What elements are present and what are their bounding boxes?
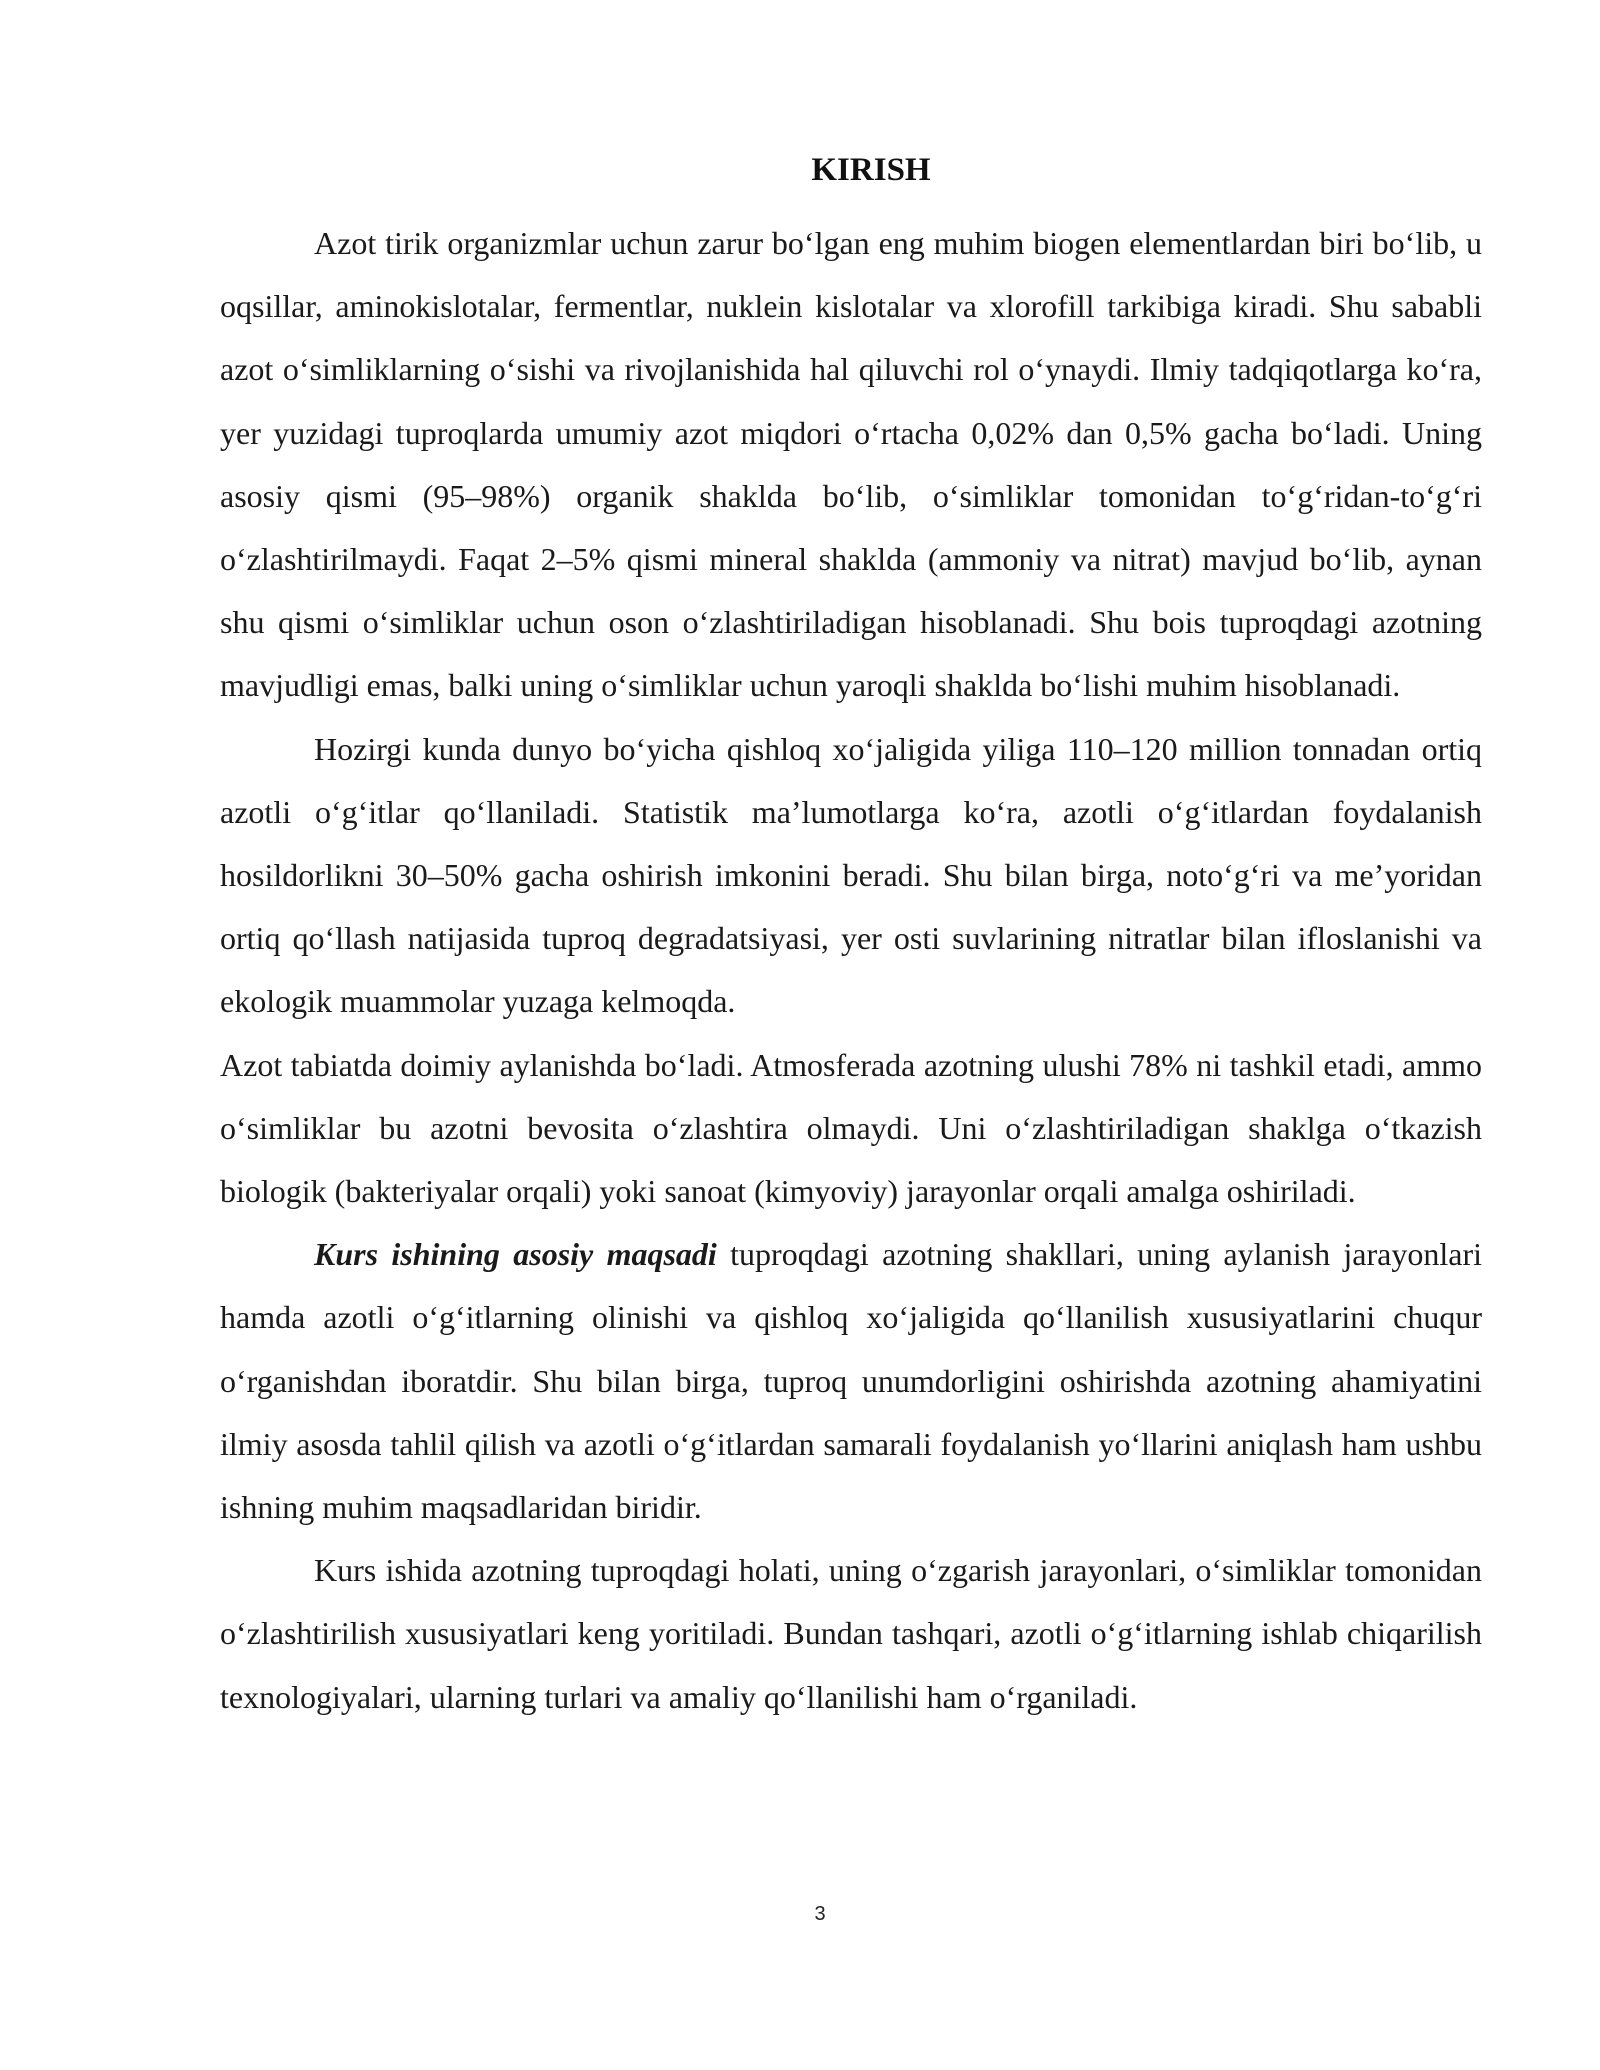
page-number: 3 <box>814 1903 826 1925</box>
paragraph-3: Azot tabiatda doimiy aylanishda bo‘ladi. Atmosferada azotning ulushi 78% ni tashkil etadi, ammo o‘simliklar bu azotni bevosita o‘zlashtira olmaydi. Uni o‘zlashtiriladigan shaklga o‘tkazish biologik (bakteriyalar orqali) yoki sanoat (kimyoviy) jarayonlar orqali amalga oshiriladi. <box>220 1046 1482 1210</box>
document-body <box>220 148 1482 1729</box>
paragraph-5: Kurs ishida azotning tuproqdagi holati, uning o‘zgarish jarayonlari, o‘simliklar tomonidan o‘zlashtirilish xususiyatlari keng yoritiladi. Bundan tashqari, azotli o‘g‘itlarning ishlab chiqarilish texnologiyalari, ularning turlari va amaliy qo‘llanilishi ham o‘rganiladi. <box>220 1552 1482 1715</box>
paragraph-2: Hozirgi kunda dunyo bo‘yicha qishloq xo‘jaligida yiliga 110–120 million tonnadan ortiq azotli o‘g‘itlar qo‘llaniladi. Statistik ma’lumotlarga ko‘ra, azotli o‘g‘itlardan foydalanish hosildorlikni 30–50% gacha oshirish imkonini beradi. Shu bilan birga, noto‘g‘ri va me’yoridan ortiq qo‘llash natijasida tuproq degradatsiyasi, yer osti suvlarining nitratlar bilan ifloslanishi va ekologik muammolar yuzaga kelmoqda. <box>220 730 1482 1020</box>
paragraph-4-text: tuproqdagi azotning shakllari, uning aylanish jarayonlari hamda azotli o‘g‘itlarning olinishi va qishloq xo‘jaligida qo‘llanilish xususiyatlarini chuqur o‘rganishdan iboratdir. Shu bilan birga, tuproq unumdorligini oshirishda azotning ahamiyatini ilmiy asosda tahlil qilish va azotli o‘g‘itlardan samarali foydalanish yo‘llarini aniqlash ham ushbu ishning muhim maqsadlaridan biridir. <box>220 1236 1483 1526</box>
paragraph-4-lead: Kurs ishining asosiy maqsadi <box>314 1236 717 1273</box>
section-title: KIRISH <box>811 152 931 188</box>
paragraph-1: Azot tirik organizmlar uchun zarur bo‘lgan eng muhim biogen elementlardan biri bo‘lib, u oqsillar, aminokislotalar, fermentlar, nuklein kislotalar va xlorofill tarkibiga kiradi. Shu sababli azot o‘simliklarning o‘sishi va rivojlanishida hal qiluvchi rol o‘ynaydi. Ilmiy tadqiqotlarga ko‘ra, yer yuzidagi tuproqlarda umumiy azot miqdori o‘rtacha 0,02% dan 0,5% gacha bo‘ladi. Uning asosiy qismi (95–98%) organik shaklda bo‘lib, o‘simliklar tomonidan to‘g‘ridan-to‘g‘ri o‘zlashtirilmaydi. Faqat 2–5% qismi mineral shaklda (ammoniy va nitrat) mavjud bo‘lib, aynan shu qismi o‘simliklar uchun oson o‘zlashtiriladigan hisoblanadi. Shu bois tuproqdagi azotning mavjudligi emas, balki uning o‘simliklar uchun yaroqli shaklda bo‘lishi muhim hisoblanadi. <box>220 225 1482 704</box>
paragraph-4 <box>220 1223 1482 1539</box>
